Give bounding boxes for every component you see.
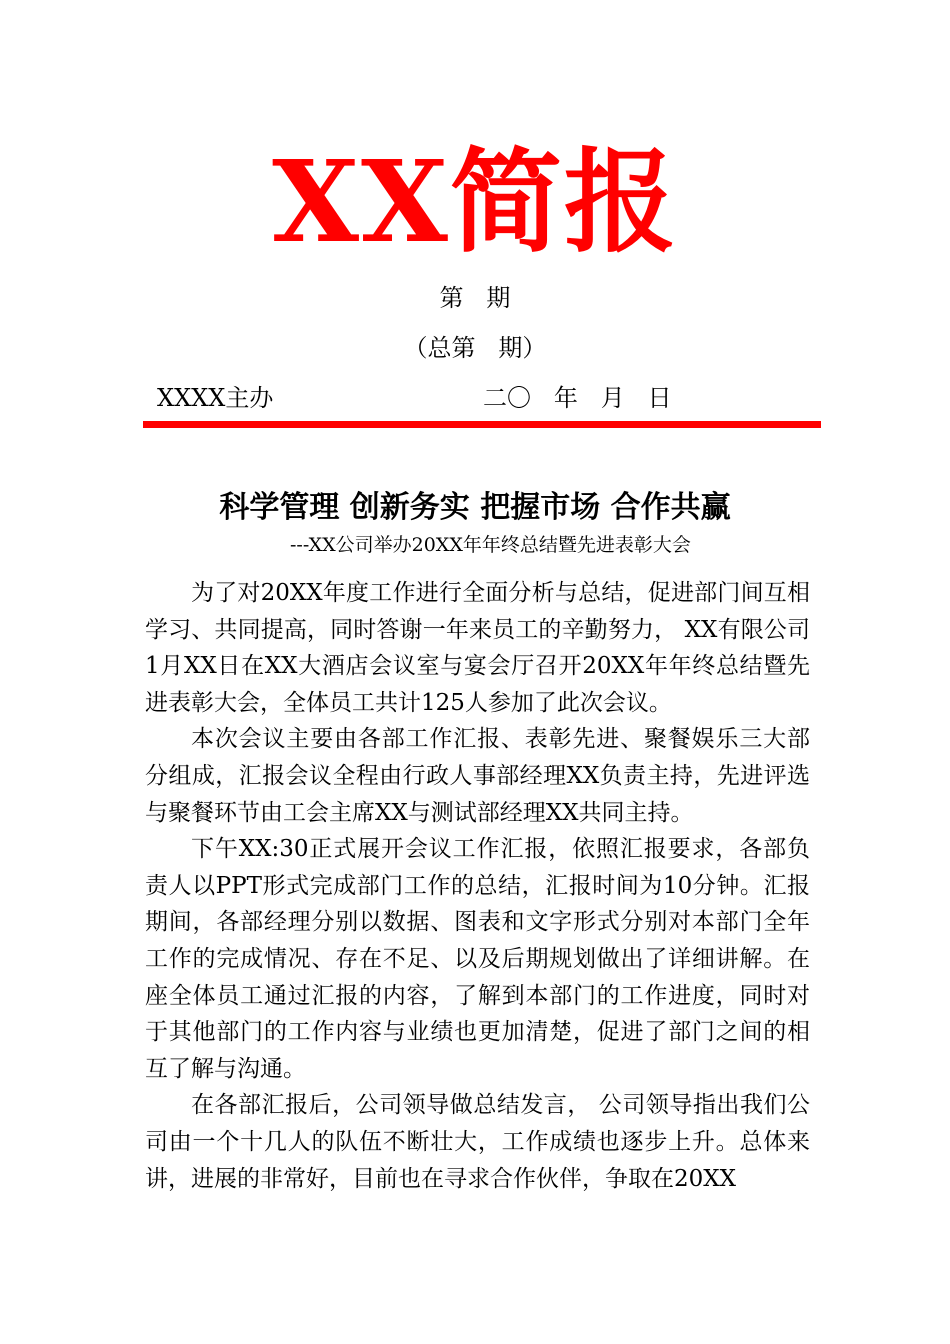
article-body — [145, 575, 810, 1197]
host-organization: XXXX主办 — [157, 384, 274, 412]
body-paragraph: 在各部汇报后，公司领导做总结发言， 公司领导指出我们公司由一个十几人的队伍不断壮大，工作成绩也逐步上升。总体来讲，进展的非常好，目前也在寻求合作伙伴，争取在20XX — [145, 1092, 810, 1192]
masthead-title: XX简报 — [272, 137, 678, 268]
body-paragraph: 下午XX:30正式展开会议工作汇报，依照汇报要求，各部负责人以PPT形式完成部门工作的总结，汇报时间为10分钟。汇报期间，各部经理分别以数据、图表和文字形式分别对本部门全年工作的完成情况、存在不足、以及后期规划做出了详细讲解。在座全体员工通过汇报的内容，了解到本部门的工作进度，同时对于其他部门的工作内容与业绩也更加清楚，促进了部门之间的相互了解与沟通。 — [145, 836, 810, 1082]
article-subtitle: ---XX公司举办20XX年年终总结暨先进表彰大会 — [290, 534, 691, 556]
total-issue-number-line: （总第 期） — [403, 334, 547, 362]
red-divider-rule — [143, 421, 821, 428]
publication-date: 二〇 年 月 日 — [483, 384, 672, 412]
article-headline: 科学管理 创新务实 把握市场 合作共赢 — [219, 490, 731, 525]
body-paragraph: 本次会议主要由各部工作汇报、表彰先进、聚餐娱乐三大部分组成，汇报会议全程由行政人事部经理XX负责主持，先进评选与聚餐环节由工会主席XX与测试部经理XX共同主持。 — [145, 726, 810, 826]
publication-info-row — [157, 382, 717, 414]
issue-number-line: 第 期 — [439, 284, 511, 312]
body-paragraph: 为了对20XX年度工作进行全面分析与总结，促进部门间互相学习、共同提高，同时答谢一年来员工的辛勤努力， XX有限公司1月XX日在XX大酒店会议室与宴会厅召开20XX年年终总结暨先进表彰大会，全体员工共计125人参加了此次会议。 — [145, 580, 810, 716]
